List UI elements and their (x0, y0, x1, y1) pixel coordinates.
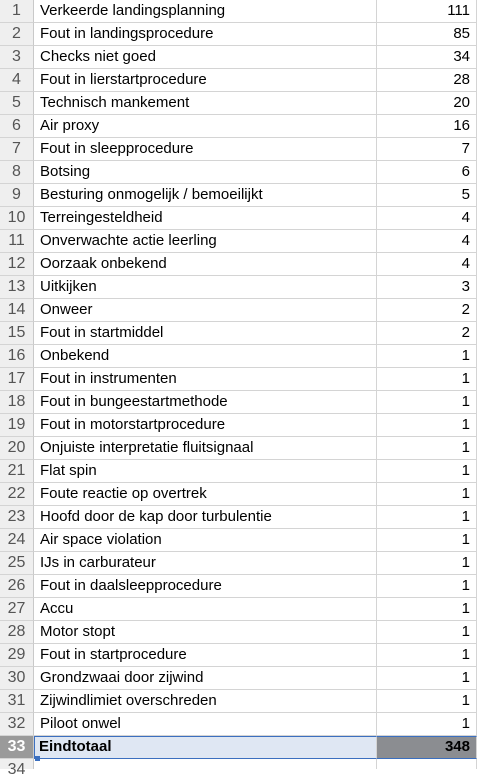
table-row[interactable] (0, 621, 487, 644)
row-header[interactable]: 6 (0, 115, 34, 138)
empty-cell[interactable] (34, 759, 377, 769)
table-row[interactable] (0, 598, 487, 621)
row-header[interactable]: 11 (0, 230, 34, 253)
label-cell[interactable]: Hoofd door de kap door turbulentie (34, 506, 377, 529)
table-row[interactable] (0, 483, 487, 506)
table-row[interactable] (0, 207, 487, 230)
empty-cell[interactable] (377, 759, 477, 769)
table-row[interactable] (0, 644, 487, 667)
label-cell[interactable]: Accu (34, 598, 377, 621)
table-row[interactable] (0, 713, 487, 736)
label-cell[interactable]: Grondzwaai door zijwind (34, 667, 377, 690)
total-label-cell[interactable]: Eindtotaal (34, 736, 377, 759)
value-cell[interactable]: 1 (377, 667, 477, 690)
label-cell[interactable]: Checks niet goed (34, 46, 377, 69)
total-value-cell[interactable]: 348 (377, 736, 477, 759)
label-cell[interactable]: Verkeerde landingsplanning (34, 0, 377, 23)
label-cell[interactable]: Onbekend (34, 345, 377, 368)
table-row[interactable] (0, 276, 487, 299)
row-header[interactable]: 5 (0, 92, 34, 115)
label-cell[interactable]: Air proxy (34, 115, 377, 138)
value-cell[interactable]: 1 (377, 598, 477, 621)
row-header[interactable]: 15 (0, 322, 34, 345)
value-cell[interactable]: 20 (377, 92, 477, 115)
row-header[interactable]: 16 (0, 345, 34, 368)
value-cell[interactable]: 1 (377, 460, 477, 483)
label-cell[interactable]: Flat spin (34, 460, 377, 483)
label-cell[interactable]: Technisch mankement (34, 92, 377, 115)
value-cell[interactable]: 16 (377, 115, 477, 138)
label-cell[interactable]: Fout in motorstartprocedure (34, 414, 377, 437)
table-row[interactable] (0, 115, 487, 138)
row-header[interactable]: 26 (0, 575, 34, 598)
value-cell[interactable]: 1 (377, 529, 477, 552)
value-cell[interactable]: 2 (377, 322, 477, 345)
table-row[interactable] (0, 368, 487, 391)
table-row[interactable] (0, 69, 487, 92)
table-row[interactable] (0, 23, 487, 46)
label-cell[interactable]: Fout in lierstartprocedure (34, 69, 377, 92)
value-cell[interactable]: 111 (377, 0, 477, 23)
row-header[interactable]: 27 (0, 598, 34, 621)
value-cell[interactable]: 28 (377, 69, 477, 92)
value-cell[interactable]: 2 (377, 299, 477, 322)
row-header[interactable]: 23 (0, 506, 34, 529)
table-row[interactable] (0, 230, 487, 253)
label-cell[interactable]: Fout in sleepprocedure (34, 138, 377, 161)
row-header[interactable]: 4 (0, 69, 34, 92)
table-row[interactable] (0, 92, 487, 115)
label-cell[interactable]: IJs in carburateur (34, 552, 377, 575)
label-cell[interactable]: Air space violation (34, 529, 377, 552)
table-row[interactable] (0, 345, 487, 368)
label-cell[interactable]: Botsing (34, 161, 377, 184)
value-cell[interactable]: 4 (377, 253, 477, 276)
table-row[interactable] (0, 322, 487, 345)
value-cell[interactable]: 1 (377, 690, 477, 713)
table-row[interactable] (0, 414, 487, 437)
label-cell[interactable]: Fout in bungeestartmethode (34, 391, 377, 414)
value-cell[interactable]: 1 (377, 437, 477, 460)
label-cell[interactable]: Oorzaak onbekend (34, 253, 377, 276)
row-header[interactable]: 1 (0, 0, 34, 23)
row-header[interactable]: 12 (0, 253, 34, 276)
label-cell[interactable]: Motor stopt (34, 621, 377, 644)
table-row[interactable] (0, 437, 487, 460)
row-header[interactable]: 17 (0, 368, 34, 391)
row-header[interactable]: 34 (0, 759, 34, 769)
value-cell[interactable]: 7 (377, 138, 477, 161)
row-header[interactable]: 31 (0, 690, 34, 713)
row-header[interactable]: 8 (0, 161, 34, 184)
label-cell[interactable]: Onjuiste interpretatie fluitsignaal (34, 437, 377, 460)
table-row[interactable] (0, 529, 487, 552)
value-cell[interactable]: 1 (377, 713, 477, 736)
value-cell[interactable]: 1 (377, 391, 477, 414)
row-header[interactable]: 21 (0, 460, 34, 483)
table-row[interactable] (0, 667, 487, 690)
table-row[interactable] (0, 552, 487, 575)
value-cell[interactable]: 1 (377, 552, 477, 575)
table-row[interactable] (0, 138, 487, 161)
row-header[interactable]: 3 (0, 46, 34, 69)
row-header[interactable]: 32 (0, 713, 34, 736)
label-cell[interactable]: Fout in landingsprocedure (34, 23, 377, 46)
row-header[interactable]: 19 (0, 414, 34, 437)
table-row[interactable] (0, 460, 487, 483)
row-header[interactable]: 25 (0, 552, 34, 575)
label-cell[interactable]: Terreingesteldheid (34, 207, 377, 230)
label-cell[interactable]: Zijwindlimiet overschreden (34, 690, 377, 713)
label-cell[interactable]: Fout in daalsleepprocedure (34, 575, 377, 598)
row-header[interactable]: 9 (0, 184, 34, 207)
value-cell[interactable]: 1 (377, 483, 477, 506)
label-cell[interactable]: Onverwachte actie leerling (34, 230, 377, 253)
value-cell[interactable]: 1 (377, 575, 477, 598)
table-row[interactable] (0, 0, 487, 23)
value-cell[interactable]: 34 (377, 46, 477, 69)
row-header[interactable]: 28 (0, 621, 34, 644)
row-header[interactable]: 10 (0, 207, 34, 230)
value-cell[interactable]: 4 (377, 230, 477, 253)
value-cell[interactable]: 1 (377, 368, 477, 391)
value-cell[interactable]: 1 (377, 621, 477, 644)
total-row[interactable] (0, 736, 487, 759)
row-header[interactable]: 24 (0, 529, 34, 552)
label-cell[interactable]: Onweer (34, 299, 377, 322)
value-cell[interactable]: 1 (377, 414, 477, 437)
label-cell[interactable]: Fout in startmiddel (34, 322, 377, 345)
row-header[interactable]: 13 (0, 276, 34, 299)
row-header[interactable]: 33 (0, 736, 34, 759)
value-cell[interactable]: 1 (377, 644, 477, 667)
table-row[interactable] (0, 690, 487, 713)
row-header[interactable]: 20 (0, 437, 34, 460)
label-cell[interactable]: Foute reactie op overtrek (34, 483, 377, 506)
row-header[interactable]: 29 (0, 644, 34, 667)
table-row[interactable] (0, 391, 487, 414)
row-header[interactable]: 2 (0, 23, 34, 46)
label-cell[interactable]: Besturing onmogelijk / bemoeilijkt (34, 184, 377, 207)
selection-fill-handle[interactable] (35, 756, 40, 761)
table-row[interactable] (0, 506, 487, 529)
row-header[interactable]: 18 (0, 391, 34, 414)
label-cell[interactable]: Fout in instrumenten (34, 368, 377, 391)
table-row[interactable] (0, 253, 487, 276)
next-row[interactable] (0, 759, 487, 778)
value-cell[interactable]: 1 (377, 506, 477, 529)
label-cell[interactable]: Fout in startprocedure (34, 644, 377, 667)
row-header[interactable]: 30 (0, 667, 34, 690)
table-row[interactable] (0, 299, 487, 322)
table-row[interactable] (0, 575, 487, 598)
value-cell[interactable]: 85 (377, 23, 477, 46)
value-cell[interactable]: 1 (377, 345, 477, 368)
value-cell[interactable]: 6 (377, 161, 477, 184)
row-header[interactable]: 22 (0, 483, 34, 506)
value-cell[interactable]: 4 (377, 207, 477, 230)
label-cell[interactable]: Uitkijken (34, 276, 377, 299)
row-header[interactable]: 14 (0, 299, 34, 322)
value-cell[interactable]: 3 (377, 276, 477, 299)
table-row[interactable] (0, 184, 487, 207)
table-row[interactable] (0, 46, 487, 69)
table-row[interactable] (0, 161, 487, 184)
label-cell[interactable]: Piloot onwel (34, 713, 377, 736)
row-header[interactable]: 7 (0, 138, 34, 161)
value-cell[interactable]: 5 (377, 184, 477, 207)
